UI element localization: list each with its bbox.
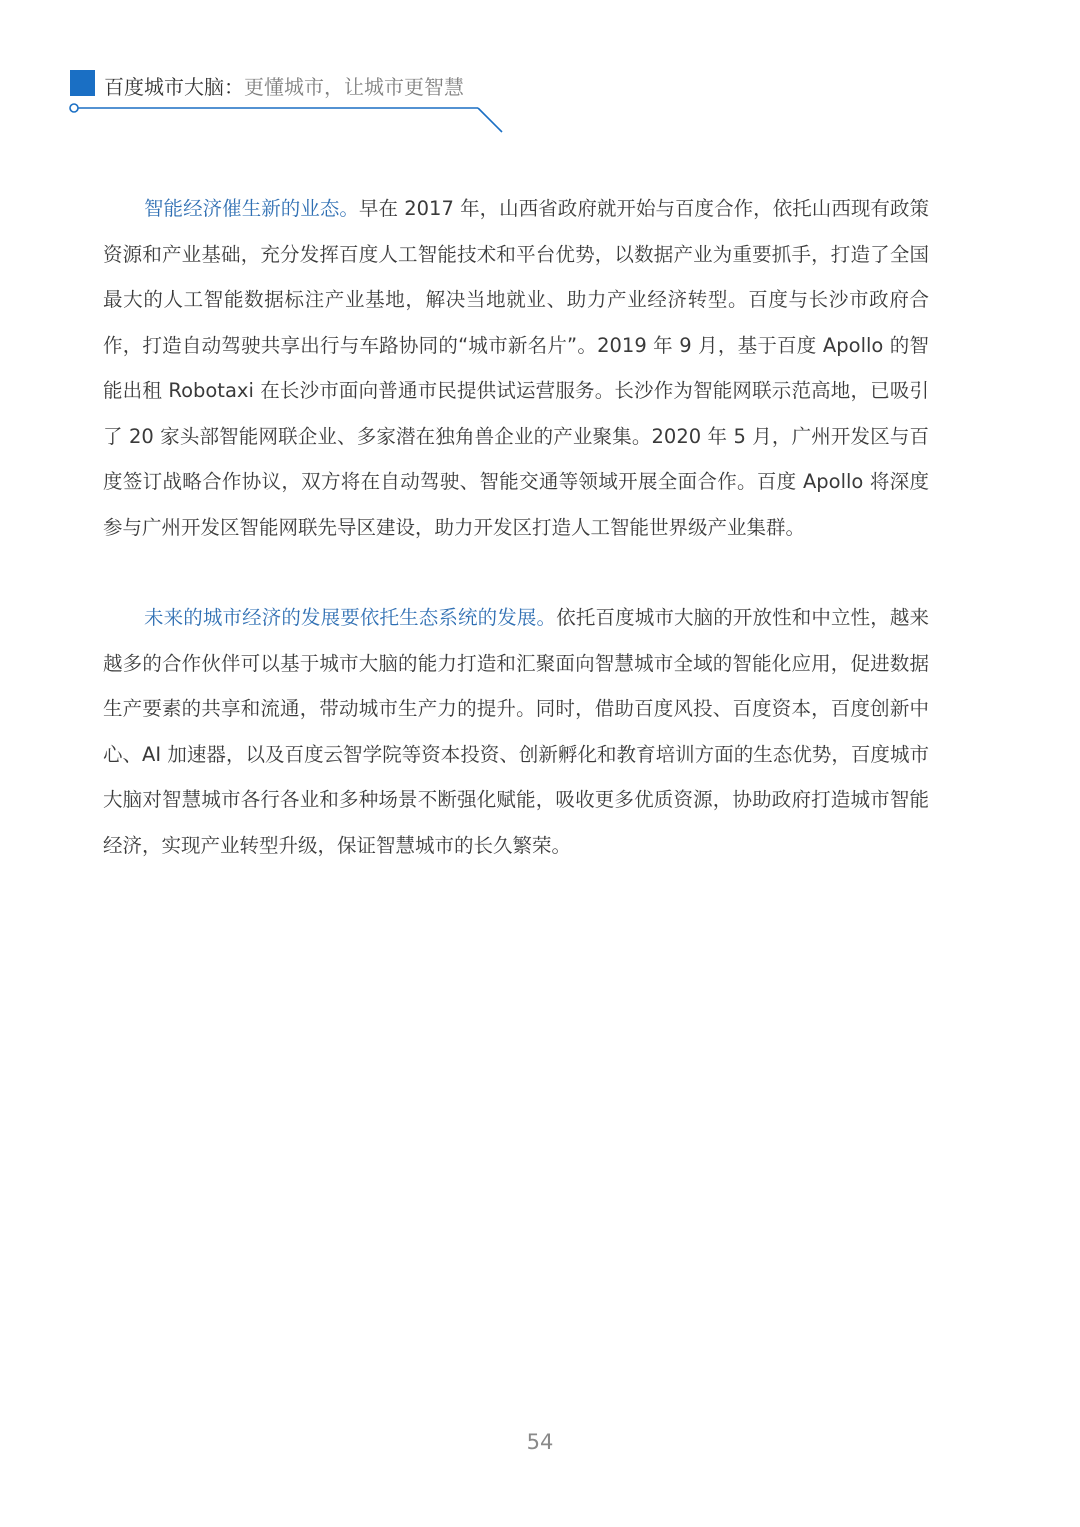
article-content xyxy=(103,186,929,868)
page-number: 54 xyxy=(526,1430,554,1454)
paragraph-smart-economy xyxy=(103,186,929,550)
header-title-main: 百度城市大脑： xyxy=(104,75,244,99)
header-accent-square xyxy=(70,70,95,96)
header-decorative-line xyxy=(60,100,510,140)
paragraph-lead: 智能经济催生新的业态。 xyxy=(144,197,359,220)
paragraph-lead: 未来的城市经济的发展要依托生态系统的发展。 xyxy=(144,606,557,629)
header-title xyxy=(104,72,464,102)
paragraph-ecosystem xyxy=(103,595,929,868)
paragraph-body: 早在 2017 年，山西省政府就开始与百度合作，依托山西现有政策资源和产业基础，充分发挥百度人工智能技术和平台优势，以数据产业为重要抓手，打造了全国最大的人工智能数据标注产业基地，解决当地就业、助力产业经济转型。百度与长沙市政府合作，打造自动驾驶共享出行与车路协同的“城市新名片”。2019 年 9 月，基于百度 Apollo 的智能出租 Robotaxi 在长沙市面向普通市民提供试运营服务。长沙作为智能网联示范高地，已吸引了 20 家头部智能网联企业、多家潜在独角兽企业的产业聚集。2020 年 5 月，广州开发区与百度签订战略合作协议，双方将在自动驾驶、智能交通等领域开展全面合作。百度 Apollo 将深度参与广州开发区智能网联先导区建设，助力开发区打造人工智能世界级产业集群。 xyxy=(103,197,929,539)
page-header xyxy=(0,0,1080,140)
paragraph-body: 依托百度城市大脑的开放性和中立性，越来越多的合作伙伴可以基于城市大脑的能力打造和汇聚面向智慧城市全域的智能化应用，促进数据生产要素的共享和流通，带动城市生产力的提升。同时，借助百度风投、百度资本，百度创新中心、AI 加速器，以及百度云智学院等资本投资、创新孵化和教育培训方面的生态优势，百度城市大脑对智慧城市各行各业和多种场景不断强化赋能，吸收更多优质资源，协助政府打造城市智能经济，实现产业转型升级，保证智慧城市的长久繁荣。 xyxy=(103,606,929,857)
header-title-sub: 更懂城市，让城市更智慧 xyxy=(244,75,464,99)
